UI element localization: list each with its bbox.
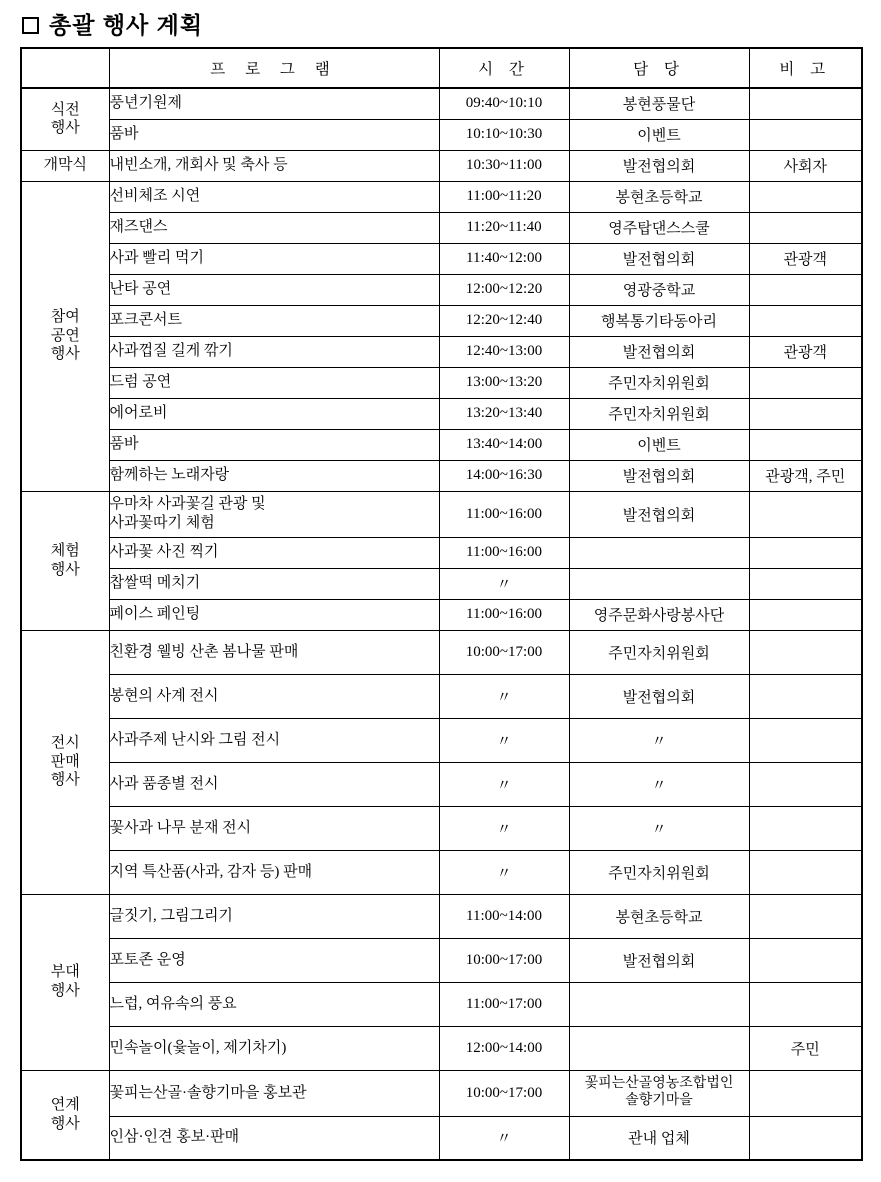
row-time: 11:40~12:00 <box>439 243 569 274</box>
table-row <box>21 305 862 336</box>
row-program: 꽃피는산골·솔향기마을 홍보관 <box>109 1070 439 1116</box>
event-plan-table <box>20 47 863 1161</box>
row-responsible: 이벤트 <box>569 429 749 460</box>
row-note <box>749 599 862 630</box>
table-body <box>21 88 862 1160</box>
row-note <box>749 119 862 150</box>
row-note <box>749 1116 862 1160</box>
responsible-line1: 꽃피는산골영농조합법인 <box>584 1076 734 1092</box>
row-time: 〃 <box>439 1116 569 1160</box>
row-responsible: 발전협의회 <box>569 460 749 491</box>
row-note: 관광객 <box>749 243 862 274</box>
row-program: 지역 특산품(사과, 감자 등) 판매 <box>109 850 439 894</box>
row-program: 사과주제 난시와 그림 전시 <box>109 718 439 762</box>
table-row <box>21 599 862 630</box>
row-responsible <box>569 537 749 568</box>
row-responsible: 영주탑댄스스쿨 <box>569 212 749 243</box>
row-program: 사과 빨리 먹기 <box>109 243 439 274</box>
row-time: 〃 <box>439 762 569 806</box>
row-category <box>21 630 109 894</box>
row-note <box>749 762 862 806</box>
row-responsible <box>569 1026 749 1070</box>
row-responsible: 봉현초등학교 <box>569 894 749 938</box>
row-program: 내빈소개, 개회사 및 축사 등 <box>109 150 439 181</box>
row-responsible: 주민자치위원회 <box>569 398 749 429</box>
row-time: 11:20~11:40 <box>439 212 569 243</box>
row-time: 11:00~17:00 <box>439 982 569 1026</box>
row-category <box>21 88 109 150</box>
row-category <box>21 491 109 630</box>
row-time: 〃 <box>439 674 569 718</box>
row-program: 사과 품종별 전시 <box>109 762 439 806</box>
row-program: 인삼·인견 홍보·판매 <box>109 1116 439 1160</box>
row-program: 선비체조 시연 <box>109 181 439 212</box>
row-time: 10:00~17:00 <box>439 938 569 982</box>
row-program: 봉현의 사계 전시 <box>109 674 439 718</box>
table-row <box>21 88 862 119</box>
row-responsible: 발전협의회 <box>569 336 749 367</box>
row-program: 느럽, 여유속의 풍요 <box>109 982 439 1026</box>
row-note <box>749 850 862 894</box>
table-row <box>21 181 862 212</box>
row-time: 10:30~11:00 <box>439 150 569 181</box>
table-row <box>21 630 862 674</box>
table-row <box>21 1070 862 1116</box>
row-responsible: 주민자치위원회 <box>569 367 749 398</box>
row-responsible: 발전협의회 <box>569 674 749 718</box>
row-note <box>749 305 862 336</box>
row-program: 페이스 페인팅 <box>109 599 439 630</box>
row-note <box>749 894 862 938</box>
row-program: 사과꽃 사진 찍기 <box>109 537 439 568</box>
row-category: 개막식 <box>21 150 109 181</box>
row-time: 10:10~10:30 <box>439 119 569 150</box>
row-responsible: 행복통기타동아리 <box>569 305 749 336</box>
row-note <box>749 674 862 718</box>
category-line3: 행사 <box>50 346 80 363</box>
row-program: 재즈댄스 <box>109 212 439 243</box>
row-responsible: 〃 <box>569 762 749 806</box>
row-responsible: 발전협의회 <box>569 938 749 982</box>
row-time: 10:00~17:00 <box>439 630 569 674</box>
table-row <box>21 568 862 599</box>
responsible-line2: 솔향기마을 <box>625 1093 693 1108</box>
table-row <box>21 212 862 243</box>
row-program: 찹쌀떡 메치기 <box>109 568 439 599</box>
row-note <box>749 806 862 850</box>
row-time: 12:00~12:20 <box>439 274 569 305</box>
table-row <box>21 674 862 718</box>
row-responsible <box>569 568 749 599</box>
table-row <box>21 398 862 429</box>
row-program: 친환경 웰빙 산촌 봄나물 판매 <box>109 630 439 674</box>
header-category-blank <box>21 48 109 88</box>
row-time: 〃 <box>439 806 569 850</box>
row-responsible: 봉현풍물단 <box>569 88 749 119</box>
row-responsible: 주민자치위원회 <box>569 630 749 674</box>
program-line2: 사과꽃따기 체험 <box>109 515 215 531</box>
row-program: 난타 공연 <box>109 274 439 305</box>
row-note <box>749 181 862 212</box>
row-responsible: 발전협의회 <box>569 150 749 181</box>
category-line2: 공연 <box>50 327 80 344</box>
row-responsible: 〃 <box>569 718 749 762</box>
row-program: 풍년기원제 <box>109 88 439 119</box>
table-row <box>21 894 862 938</box>
row-note: 관광객, 주민 <box>749 460 862 491</box>
row-time: 12:40~13:00 <box>439 336 569 367</box>
row-note <box>749 982 862 1026</box>
row-responsible: 〃 <box>569 806 749 850</box>
page-title-text: 총괄 행사 계획 <box>49 12 204 38</box>
row-responsible: 주민자치위원회 <box>569 850 749 894</box>
row-time: 11:00~16:00 <box>439 537 569 568</box>
row-responsible: 영광중학교 <box>569 274 749 305</box>
table-row <box>21 938 862 982</box>
table-row <box>21 429 862 460</box>
row-time: 11:00~14:00 <box>439 894 569 938</box>
table-row <box>21 850 862 894</box>
category-line1: 부대 <box>50 964 80 981</box>
table-row <box>21 150 862 181</box>
row-program: 꽃사과 나무 분재 전시 <box>109 806 439 850</box>
row-responsible: 발전협의회 <box>569 491 749 537</box>
category-line2: 행사 <box>50 1115 80 1132</box>
row-note <box>749 938 862 982</box>
row-program: 민속놀이(윷놀이, 제기차기) <box>109 1026 439 1070</box>
row-time: 12:00~14:00 <box>439 1026 569 1070</box>
row-responsible: 영주문화사랑봉사단 <box>569 599 749 630</box>
table-row <box>21 1026 862 1070</box>
row-note <box>749 537 862 568</box>
row-note <box>749 398 862 429</box>
table-row <box>21 762 862 806</box>
row-note <box>749 630 862 674</box>
program-line1: 우마차 사과꽃길 관광 및 <box>109 496 266 513</box>
row-time: 13:00~13:20 <box>439 367 569 398</box>
category-line2: 판매 <box>50 753 80 770</box>
table-row <box>21 460 862 491</box>
row-responsible: 발전협의회 <box>569 243 749 274</box>
row-time: 13:20~13:40 <box>439 398 569 429</box>
square-bullet-icon <box>22 17 39 34</box>
table-row <box>21 119 862 150</box>
table-row <box>21 336 862 367</box>
row-time: 〃 <box>439 850 569 894</box>
page-title <box>22 14 863 37</box>
row-note <box>749 274 862 305</box>
row-category <box>21 181 109 491</box>
row-note: 관광객 <box>749 336 862 367</box>
row-time: 13:40~14:00 <box>439 429 569 460</box>
table-row <box>21 491 862 537</box>
category-line2: 행사 <box>50 983 80 999</box>
row-program: 사과껍질 길게 깎기 <box>109 336 439 367</box>
row-note <box>749 429 862 460</box>
table-row <box>21 243 862 274</box>
table-row <box>21 1116 862 1160</box>
row-note: 사회자 <box>749 150 862 181</box>
row-note <box>749 88 862 119</box>
row-responsible: 관내 업체 <box>569 1116 749 1160</box>
row-time: 11:00~16:00 <box>439 491 569 537</box>
row-note <box>749 1070 862 1116</box>
row-program <box>109 491 439 537</box>
category-line3: 행사 <box>50 772 80 789</box>
table-row <box>21 537 862 568</box>
row-note <box>749 367 862 398</box>
category-line1: 체험 <box>50 542 80 559</box>
row-program: 품바 <box>109 429 439 460</box>
row-note <box>749 718 862 762</box>
category-line2: 행사 <box>50 561 80 578</box>
row-time: 11:00~11:20 <box>439 181 569 212</box>
row-program: 품바 <box>109 119 439 150</box>
row-note <box>749 568 862 599</box>
row-note <box>749 491 862 537</box>
row-time: 〃 <box>439 718 569 762</box>
row-responsible: 봉현초등학교 <box>569 181 749 212</box>
row-note <box>749 212 862 243</box>
row-time: 14:00~16:30 <box>439 460 569 491</box>
row-program: 함께하는 노래자랑 <box>109 460 439 491</box>
table-row <box>21 367 862 398</box>
row-program: 글짓기, 그림그리기 <box>109 894 439 938</box>
row-time: 11:00~16:00 <box>439 599 569 630</box>
row-time: 12:20~12:40 <box>439 305 569 336</box>
category-line1: 전시 <box>50 734 80 751</box>
table-row <box>21 274 862 305</box>
row-program: 포토존 운영 <box>109 938 439 982</box>
row-responsible: 이벤트 <box>569 119 749 150</box>
table-row <box>21 806 862 850</box>
row-note: 주민 <box>749 1026 862 1070</box>
table-row <box>21 718 862 762</box>
category-line1: 참여 <box>50 308 80 325</box>
row-time: 10:00~17:00 <box>439 1070 569 1116</box>
row-program: 포크콘서트 <box>109 305 439 336</box>
header-note: 비 고 <box>749 48 862 88</box>
row-responsible <box>569 1070 749 1116</box>
header-program: 프 로 그 램 <box>109 48 439 88</box>
table-header <box>21 48 862 88</box>
row-time: 〃 <box>439 568 569 599</box>
row-category <box>21 1070 109 1160</box>
row-program: 드럼 공연 <box>109 367 439 398</box>
row-category <box>21 894 109 1070</box>
table-row <box>21 982 862 1026</box>
row-program: 에어로비 <box>109 398 439 429</box>
row-time: 09:40~10:10 <box>439 88 569 119</box>
category-line2: 행사 <box>50 120 80 137</box>
category-line1: 식전 <box>50 101 80 118</box>
category-line1: 연계 <box>50 1097 80 1113</box>
row-responsible <box>569 982 749 1026</box>
header-responsible: 담 당 <box>569 48 749 88</box>
header-time: 시 간 <box>439 48 569 88</box>
